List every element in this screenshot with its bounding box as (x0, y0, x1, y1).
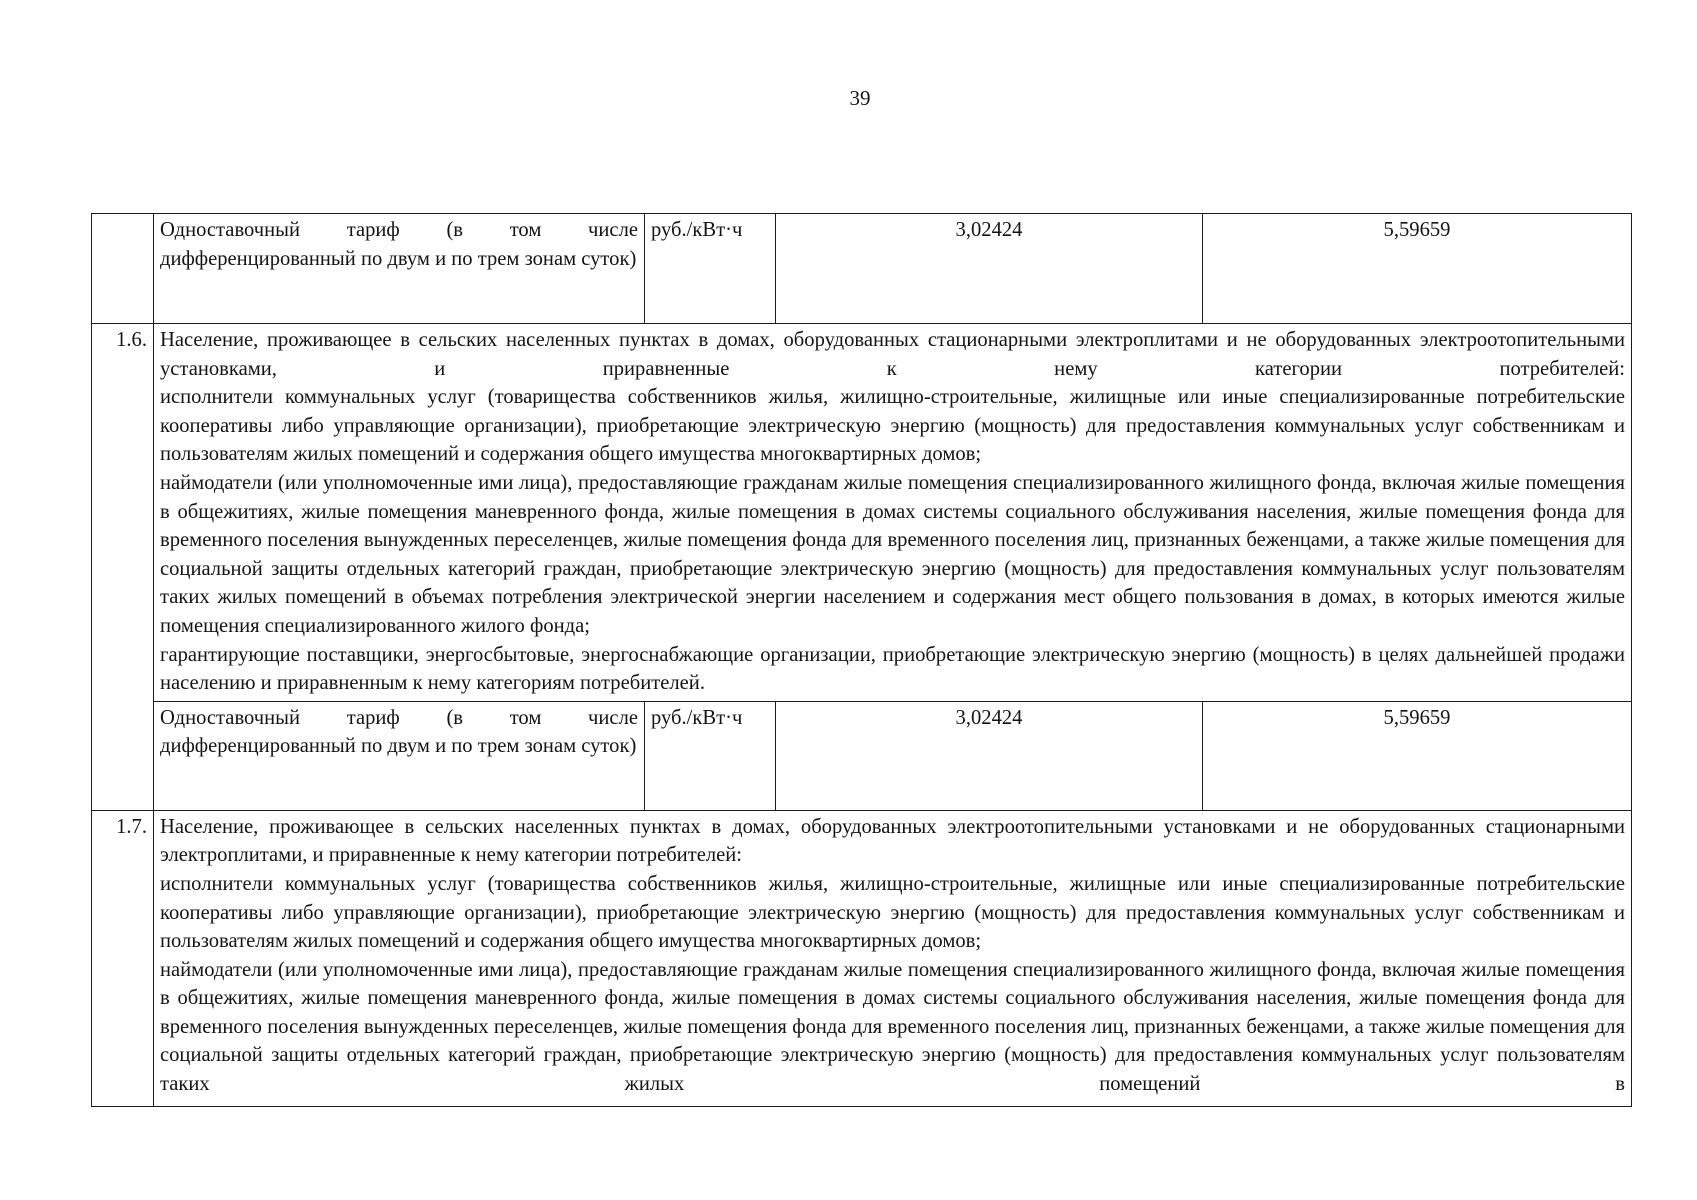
section-description (154, 810, 1632, 1106)
tariff-unit: руб./кВт·ч (645, 214, 776, 324)
tariff-row (92, 701, 1632, 810)
section-paragraph: исполнители коммунальных услуг (товарищества собственников жилья, жилищно-строительные, жилищные или иные специализированные потребительские кооперативы либо управляющие организации), приобретающие электрическую энергию (мощность) для предоставления коммунальных услуг собственникам и пользователям жилых помещений и содержания общего имущества многоквартирных домов; (160, 872, 1625, 953)
row-number-cell (92, 214, 154, 324)
section-row (92, 324, 1632, 702)
section-paragraph: исполнители коммунальных услуг (товарищества собственников жилья, жилищно-строительные, жилищные или иные специализированные потребительские кооперативы либо управляющие организации), приобретающие электрическую энергию (мощность) для предоставления коммунальных услуг собственникам и пользователям жилых помещений и содержания общего имущества многоквартирных домов; (160, 386, 1625, 466)
section-description (154, 324, 1632, 702)
section-number: 1.6. (92, 324, 154, 811)
tariff-value-second: 5,59659 (1203, 701, 1632, 810)
section-number: 1.7. (92, 810, 154, 1106)
tariff-table (91, 213, 1632, 1107)
tariff-row (92, 214, 1632, 324)
tariff-name: Одноставочный тариф (в том числе дифференцированный по двум и по трем зонам суток) (154, 214, 645, 324)
tariff-value-first: 3,02424 (776, 701, 1203, 810)
section-paragraph: Население, проживающее в сельских населенных пунктах в домах, оборудованных электроотопительными установками и не оборудованных стационарными электроплитами, и приравненные к нему категории потребителей: (160, 815, 1625, 867)
section-paragraph: Население, проживающее в сельских населенных пунктах в домах, оборудованных стационарными электроплитами и не оборудованных электроотопительными установками, и приравненные к нему категории потребителей: (160, 329, 1625, 380)
section-row (92, 810, 1632, 1106)
tariff-value-first: 3,02424 (776, 214, 1203, 324)
section-paragraph: наймодатели (или уполномоченные ими лица), предоставляющие гражданам жилые помещения специализированного жилищного фонда, включая жилые помещения в общежитиях, жилые помещения маневренного фонда, жилые помещения в домах системы социального обслуживания населения, жилые помещения фонда для временного поселения вынужденных переселенцев, жилые помещения фонда для временного поселения лиц, признанных беженцами, а также жилые помещения для социальной защиты отдельных категорий граждан, приобретающие электрическую энергию (мощность) для предоставления коммунальных услуг пользователям таких жилых помещений в объемах потребления электрической энергии населением и содержания мест общего пользования в домах, в которых имеются жилые помещения специализированного жилого фонда; (160, 471, 1625, 637)
tariff-name: Одноставочный тариф (в том числе дифференцированный по двум и по трем зонам суток) (154, 701, 645, 810)
section-paragraph: наймодатели (или уполномоченные ими лица), предоставляющие гражданам жилые помещения специализированного жилищного фонда, включая жилые помещения в общежитиях, жилые помещения маневренного фонда, жилые помещения в домах системы социального обслуживания населения, жилые помещения фонда для временного поселения вынужденных переселенцев, жилые помещения фонда для временного поселения лиц, признанных беженцами, а также жилые помещения для социальной защиты отдельных категорий граждан, приобретающие электрическую энергию (мощность) для предоставления коммунальных услуг пользователям таких жилых помещений в (160, 958, 1625, 1096)
tariff-value-second: 5,59659 (1203, 214, 1632, 324)
tariff-unit: руб./кВт·ч (645, 701, 776, 810)
section-paragraph: гарантирующие поставщики, энергосбытовые, энергоснабжающие организации, приобретающие электрическую энергию (мощность) в целях дальнейшей продажи населению и приравненным к нему категориям потребителей. (160, 643, 1625, 695)
page-number: 39 (849, 86, 871, 110)
